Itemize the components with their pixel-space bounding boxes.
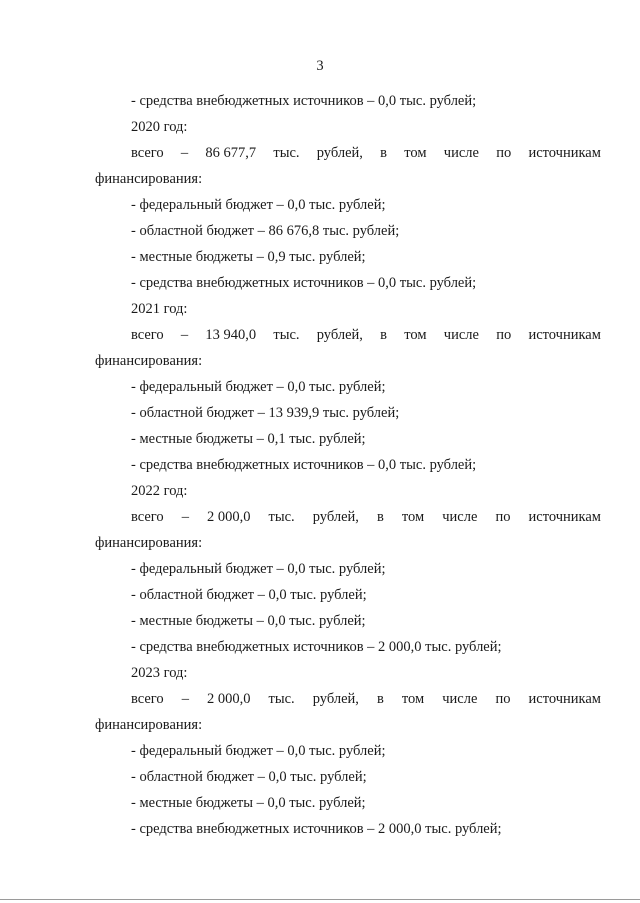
page-bottom-rule [0, 899, 640, 900]
total-amount-2022: 2 000,0 [207, 509, 251, 525]
financing-continuation-2021: финансирования: [95, 353, 203, 369]
total-line-2020: всего – 86 677,7 тыс. рублей, в том числе по источникам [95, 140, 601, 166]
total-line-2023: всего – 2 000,0 тыс. рублей, в том числе по источникам [95, 686, 601, 712]
total-line-2021: всего – 13 940,0 тыс. рублей, в том числе по источникам [95, 322, 601, 348]
year-heading-2021: 2021 год: [131, 301, 188, 317]
federal-budget-line-2022: - федеральный бюджет – 0,0 тыс. рублей; [131, 561, 386, 577]
total-amount-2020: 86 677,7 [205, 145, 257, 161]
year-heading-2022: 2022 год: [131, 483, 188, 499]
federal-budget-line-2020: - федеральный бюджет – 0,0 тыс. рублей; [131, 197, 386, 213]
financing-continuation-2022: финансирования: [95, 535, 203, 551]
page-number: 3 [316, 58, 324, 74]
total-line-2022: всего – 2 000,0 тыс. рублей, в том числе по источникам [95, 504, 601, 530]
federal-budget-line-2023: - федеральный бюджет – 0,0 тыс. рублей; [131, 743, 386, 759]
local-budget-line-2022: - местные бюджеты – 0,0 тыс. рублей; [131, 613, 366, 629]
local-budget-line-2020: - местные бюджеты – 0,9 тыс. рублей; [131, 249, 366, 265]
federal-budget-line-2021: - федеральный бюджет – 0,0 тыс. рублей; [131, 379, 386, 395]
local-budget-line-2023: - местные бюджеты – 0,0 тыс. рублей; [131, 795, 366, 811]
extrabudgetary-line-2023: - средства внебюджетных источников – 2 000,0 тыс. рублей; [131, 821, 502, 837]
financing-continuation-2020: финансирования: [95, 171, 203, 187]
financing-continuation-2023: финансирования: [95, 717, 203, 733]
total-amount-2023: 2 000,0 [207, 691, 251, 707]
year-heading-2020: 2020 год: [131, 119, 188, 135]
regional-budget-line-2022: - областной бюджет – 0,0 тыс. рублей; [131, 587, 367, 603]
local-budget-line-2021: - местные бюджеты – 0,1 тыс. рублей; [131, 431, 366, 447]
document-body [95, 88, 601, 842]
total-amount-2021: 13 940,0 [205, 327, 257, 343]
regional-budget-line-2020: - областной бюджет – 86 676,8 тыс. рублей; [131, 223, 400, 239]
extrabudgetary-line-2020: - средства внебюджетных источников – 0,0 тыс. рублей; [131, 275, 477, 291]
extrabudgetary-funds-line: - средства внебюджетных источников – 0,0 тыс. рублей; [131, 93, 477, 109]
regional-budget-line-2023: - областной бюджет – 0,0 тыс. рублей; [131, 769, 367, 785]
extrabudgetary-line-2021: - средства внебюджетных источников – 0,0 тыс. рублей; [131, 457, 477, 473]
regional-budget-line-2021: - областной бюджет – 13 939,9 тыс. рублей; [131, 405, 400, 421]
year-heading-2023: 2023 год: [131, 665, 188, 681]
extrabudgetary-line-2022: - средства внебюджетных источников – 2 000,0 тыс. рублей; [131, 639, 502, 655]
